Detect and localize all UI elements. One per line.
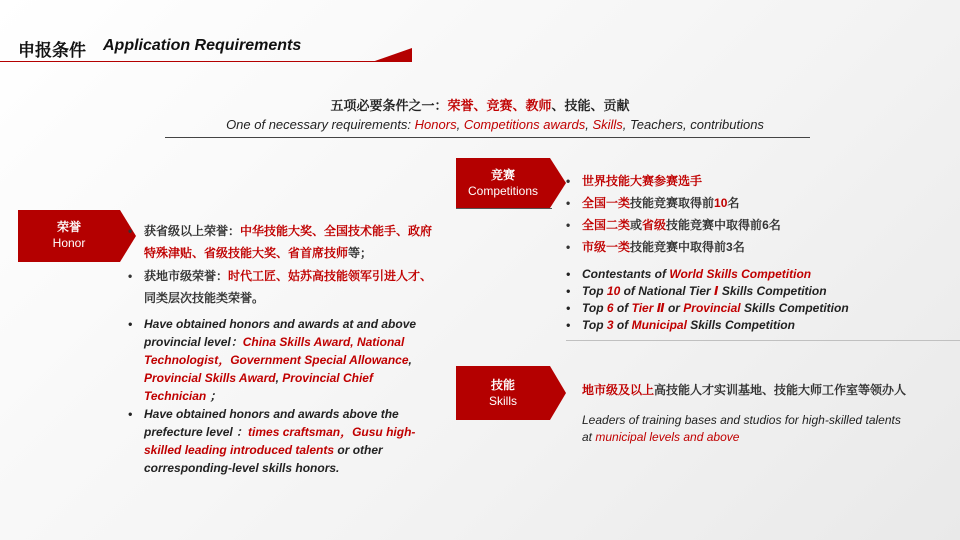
competitions-zh-item xyxy=(562,192,942,214)
competitions-en-item xyxy=(562,317,942,334)
comp-en-red: 10 xyxy=(606,284,621,298)
comp-text: 3 xyxy=(726,240,733,254)
honor-en-suffix: ； xyxy=(206,389,222,403)
honor-tag-zh: 荣誉 xyxy=(56,220,81,234)
competitions-zh-item xyxy=(562,214,942,236)
comp-text: 名 xyxy=(732,240,745,254)
honor-zh-item xyxy=(124,265,434,309)
skills-zh-red: 地市级及以上 xyxy=(582,383,655,397)
comp-text: 6 xyxy=(762,218,769,232)
competitions-en-item xyxy=(562,266,942,283)
comp-en-text: Top xyxy=(582,318,607,332)
subtitle-en-honors: Honors xyxy=(414,117,457,132)
skills-zh-text: 高技能人才实训基地、技能大师工作室等领办人 xyxy=(654,383,907,397)
honor-tag-en: Honor xyxy=(52,236,86,250)
honor-en-item xyxy=(124,405,424,477)
subtitle-zh xyxy=(0,95,960,114)
honor-en-value: China Skills Award, National Technologist，Government Special Allowance xyxy=(144,335,409,367)
header-accent-triangle xyxy=(372,48,412,62)
comp-red: 世界技能大赛 xyxy=(582,174,655,188)
comp-en-red: Tier Ⅱ xyxy=(631,301,665,315)
comp-en-red: Ⅰ xyxy=(714,284,719,298)
comp-en-text: of xyxy=(613,318,632,332)
skills-en-red: municipal levels and above xyxy=(595,430,740,444)
comp-en-text: Skills Competition xyxy=(718,284,827,298)
subtitle-en-prefix: One of necessary requirements: xyxy=(226,117,415,132)
honor-zh-suffix: 等； xyxy=(348,246,373,260)
comp-en-text: Skills Competition xyxy=(740,301,849,315)
comp-text: 技能竞赛取得前 xyxy=(630,196,715,210)
comp-red: 省级 xyxy=(642,218,667,232)
subtitle-zh-competition: 竞赛 xyxy=(486,98,513,113)
subtitle-en-sep: , xyxy=(456,117,464,132)
subtitle-zh-prefix: 五项必要条件之一： xyxy=(330,98,448,113)
competitions-tag-zh: 竞赛 xyxy=(490,168,515,182)
comp-en-text: Skills Competition xyxy=(686,318,795,332)
honor-en-list xyxy=(124,315,424,477)
subtitle-en-sep: , xyxy=(585,117,593,132)
comp-text: 技能竞赛中取得前 xyxy=(630,240,727,254)
competitions-zh-item xyxy=(562,170,942,192)
honor-en-suffix: or other corresponding-level skills honors. xyxy=(144,443,383,475)
comp-en-text: Top xyxy=(582,284,607,298)
honor-en-item xyxy=(124,315,424,405)
comp-en-red: 3 xyxy=(606,318,614,332)
comp-en-text: Top xyxy=(582,301,607,315)
comp-en-text: or xyxy=(664,301,684,315)
subtitle-zh-honor: 荣誉 xyxy=(447,98,474,113)
subtitle-en-skills: Skills xyxy=(592,117,623,132)
subtitle-zh-teacher: 教师 xyxy=(525,98,552,113)
honor-en-value: times craftsman，Gusu high-skilled leading introduced talents xyxy=(144,425,416,457)
honor-tag xyxy=(18,210,120,262)
subtitle-en-rest: , Teachers, contributions xyxy=(622,117,764,132)
honor-en-value: Provincial Skills Award xyxy=(144,371,276,385)
comp-text: 或 xyxy=(630,218,643,232)
honor-zh-item xyxy=(124,220,434,264)
page-title-zh: 申报条件 xyxy=(18,41,86,60)
skills-tag xyxy=(456,366,550,420)
section-divider xyxy=(566,340,960,341)
comp-red: 全国二类 xyxy=(582,218,631,232)
comp-en-red: Provincial xyxy=(683,301,741,315)
comp-en-text: Contestants of xyxy=(582,267,670,281)
comp-en-red: 6 xyxy=(606,301,614,315)
comp-text: 名 xyxy=(768,218,781,232)
skills-en-text: Leaders of training bases and studios for high-skilled talents at xyxy=(582,413,901,444)
competitions-tag xyxy=(456,158,550,208)
honor-en-value: Provincial Chief Technician xyxy=(144,371,373,403)
subtitle-underline xyxy=(165,137,810,138)
subtitle-en-competitions: Competitions awards xyxy=(463,117,586,132)
skills-en xyxy=(582,412,912,446)
honor-en-sep: , xyxy=(275,371,283,385)
comp-red: 全国一类 xyxy=(582,196,631,210)
competitions-zh-list xyxy=(562,170,942,258)
competitions-en-list xyxy=(562,266,942,334)
honor-en-label: Have obtained honors and awards at and above provincial level： xyxy=(144,317,417,349)
comp-red: 市级一类 xyxy=(582,240,631,254)
competitions-divider xyxy=(456,208,552,209)
competitions-tag-en: Competitions xyxy=(467,184,539,198)
competitions-en-item xyxy=(562,283,942,300)
skills-tag-zh: 技能 xyxy=(490,378,515,392)
honor-zh-label: 获地市级荣誉： xyxy=(144,269,229,283)
comp-text: 名 xyxy=(727,196,740,210)
competitions-zh-item xyxy=(562,236,942,258)
honor-zh-value: 时代工匠、姑苏高技能领军引进人才、 xyxy=(228,269,433,283)
skills-tag-en: Skills xyxy=(488,394,517,408)
comp-en-red: Municipal xyxy=(631,318,687,332)
comp-text: 参赛选手 xyxy=(654,174,703,188)
comp-en-text: of xyxy=(613,301,632,315)
subtitle-zh-sep: 、 xyxy=(512,98,526,113)
honor-en-label: Have obtained honors and awards above the prefecture level ： xyxy=(144,407,399,439)
subtitle-zh-rest: 、技能、贡献 xyxy=(551,98,630,113)
honor-zh-suffix: 同类层次技能类荣誉。 xyxy=(144,291,265,305)
honor-zh-list xyxy=(124,220,434,310)
page-title-en: Application Requirements xyxy=(103,37,302,54)
subtitle-zh-sep: 、 xyxy=(473,98,487,113)
comp-en-text: of National Tier xyxy=(620,284,715,298)
honor-zh-label: 获省级以上荣誉： xyxy=(144,224,241,238)
header-underline xyxy=(0,61,410,62)
honor-en-sep: , xyxy=(408,353,412,367)
comp-red: 10 xyxy=(714,196,728,210)
subtitle-en xyxy=(0,117,960,132)
skills-zh xyxy=(582,381,942,398)
competitions-en-item xyxy=(562,300,942,317)
comp-text: 技能竞赛中取得前 xyxy=(666,218,763,232)
honor-zh-value: 中华技能大奖、全国技术能手、政府特殊津贴、省级技能大奖、省首席技师 xyxy=(144,224,433,260)
comp-en-red: World Skills Competition xyxy=(669,267,812,281)
